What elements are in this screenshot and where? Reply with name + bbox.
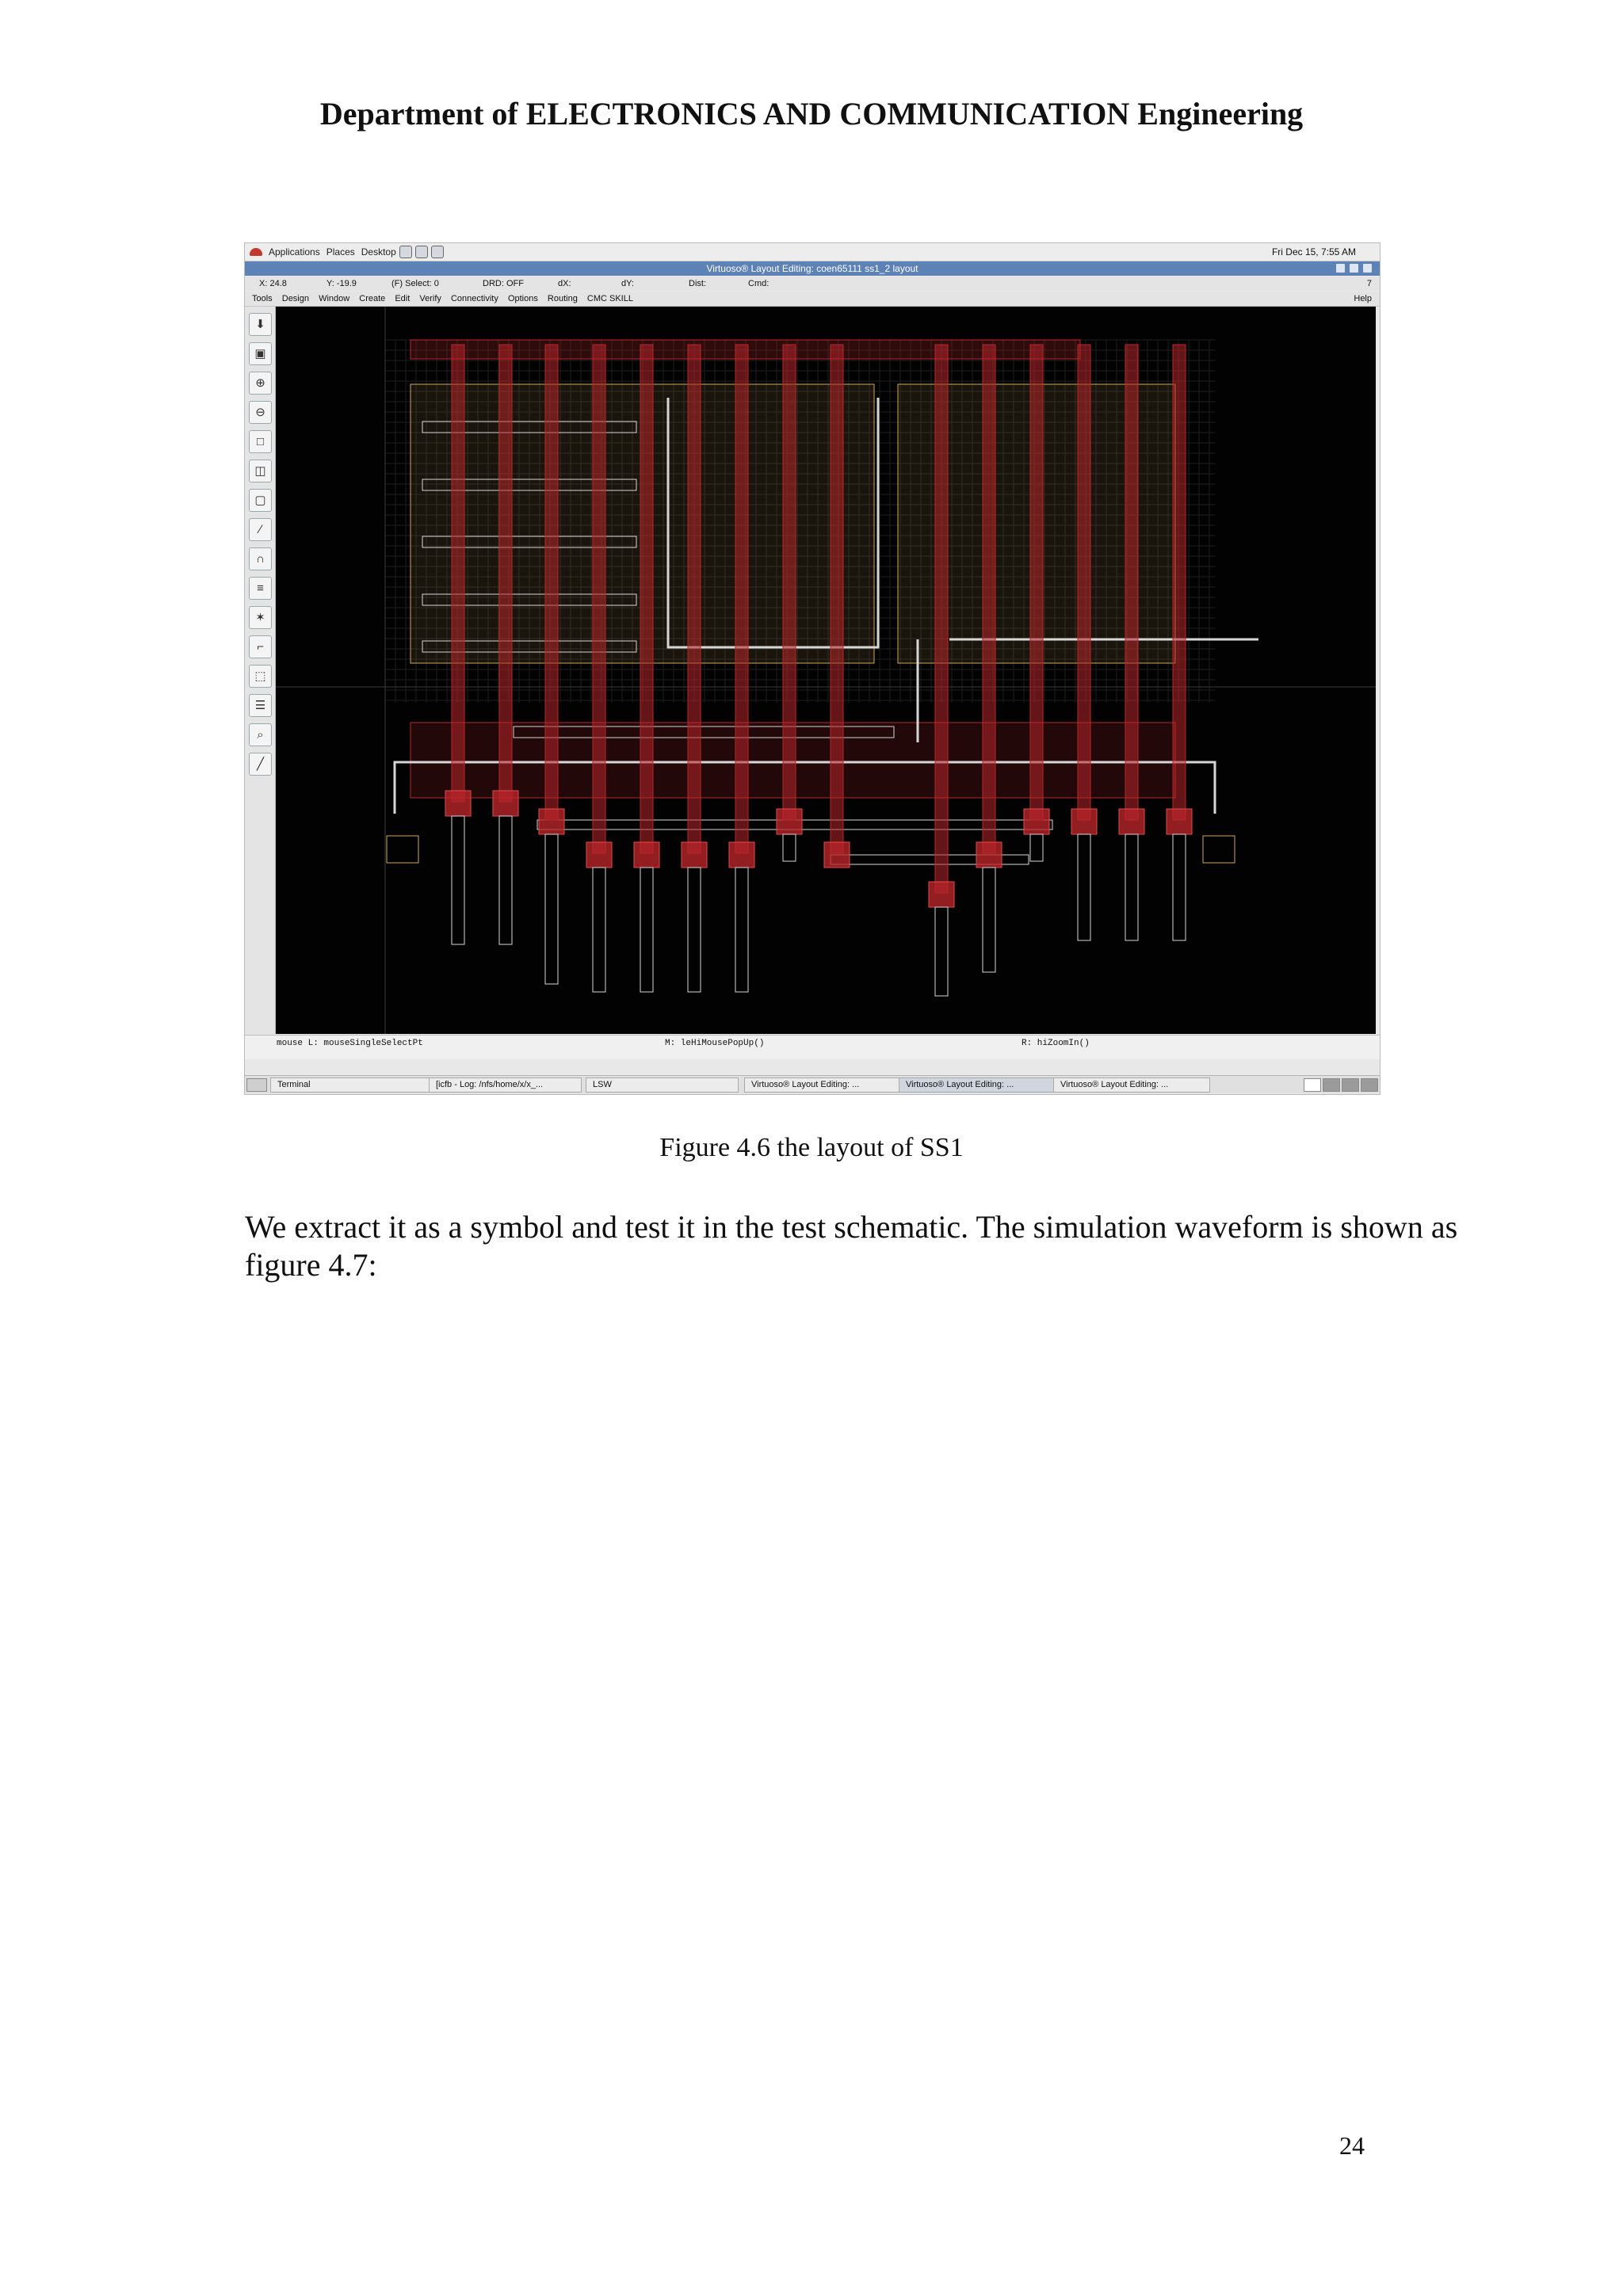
layout-drawing[interactable]: [276, 307, 1376, 1034]
menu-cmc-skill[interactable]: CMC SKILL: [586, 294, 633, 303]
zoom-out-icon[interactable]: ⊖: [249, 401, 272, 424]
select-icon[interactable]: ⬚: [249, 665, 272, 688]
fit-icon[interactable]: □: [249, 430, 272, 453]
metal-pin: [593, 868, 605, 992]
count-readout: 7: [1366, 279, 1372, 288]
zoom-box-icon[interactable]: ▢: [249, 489, 272, 512]
ruler-icon[interactable]: ∕: [249, 518, 272, 541]
workspace-switcher[interactable]: [1361, 1078, 1378, 1092]
desktop-menu[interactable]: Desktop: [361, 246, 396, 257]
metal-pin: [935, 907, 948, 996]
clock: Fri Dec 15, 7:55 AM: [1271, 246, 1356, 257]
taskbar: [245, 1075, 1380, 1093]
poly-contact: [539, 809, 564, 834]
metal-pin: [452, 816, 464, 944]
window-title: Virtuoso® Layout Editing: coen65111 ss1_2 layout: [706, 263, 918, 274]
minimize-icon[interactable]: [1336, 264, 1345, 273]
metal-pin: [640, 868, 653, 992]
poly-contact: [1119, 809, 1144, 834]
poly-contact: [682, 842, 707, 868]
poly-gate: [593, 345, 605, 853]
layout-screenshot: [244, 242, 1381, 1095]
task-terminal[interactable]: Terminal: [270, 1077, 447, 1093]
figure-caption: Figure 4.6 the layout of SS1: [659, 1133, 964, 1162]
redhat-icon[interactable]: [250, 248, 262, 256]
menu-help[interactable]: Help: [1354, 294, 1372, 303]
metal-pin: [1078, 834, 1090, 940]
menu-options[interactable]: Options: [507, 294, 538, 303]
cellview-icon[interactable]: ▣: [249, 342, 272, 365]
close-icon[interactable]: [1363, 264, 1372, 273]
metal-pin: [1125, 834, 1138, 940]
body-paragraph: We extract it as a symbol and test it in the test schematic. The simulation waveform is shown as figure 4.7:: [245, 1209, 1458, 1283]
poly-gate: [1125, 345, 1138, 820]
menu-window[interactable]: Window: [319, 294, 350, 303]
side-toolbar: [245, 307, 276, 1034]
poly-gate: [688, 345, 701, 853]
poly-contact: [634, 842, 659, 868]
y-coordinate: Y: -19.9: [327, 279, 357, 288]
metal-pin: [499, 816, 512, 944]
workspace-switcher[interactable]: [1304, 1078, 1321, 1092]
poly-contact: [1167, 809, 1192, 834]
stretch-icon[interactable]: ╱: [249, 753, 272, 776]
poly-gate: [452, 345, 464, 802]
select-count: (F) Select: 0: [391, 279, 439, 288]
poly-contact: [729, 842, 754, 868]
menu-tools[interactable]: Tools: [252, 294, 273, 303]
task-layout-editing-2[interactable]: Virtuoso® Layout Editing: ...: [899, 1077, 1056, 1093]
mouse-right-binding: R: hiZoomIn(): [1022, 1039, 1090, 1048]
poly-contact: [1071, 809, 1097, 834]
task-icfb-log[interactable]: [icfb - Log: /nfs/home/x/x_...: [429, 1077, 582, 1093]
drd-status: DRD: OFF: [483, 279, 524, 288]
metal-pin: [1030, 834, 1043, 861]
page-header: Department of ELECTRONICS AND COMMUNICATION Engineering: [319, 96, 1304, 132]
poly-gate: [831, 345, 843, 853]
cmd-readout: Cmd:: [748, 279, 769, 288]
desktop-panel: [245, 243, 1380, 261]
wire-icon[interactable]: ≡: [249, 577, 272, 600]
poly-contact: [777, 809, 802, 834]
dist-readout: Dist:: [689, 279, 706, 288]
poly-contact: [445, 791, 471, 816]
save-icon[interactable]: ⬇: [249, 313, 272, 336]
path-icon[interactable]: ∩: [249, 547, 272, 570]
status-row: [245, 277, 1380, 291]
poly-gate: [935, 345, 948, 893]
poly-gate: [499, 345, 512, 802]
metal-pin: [688, 868, 701, 992]
poly-gate: [1078, 345, 1090, 820]
menu-design[interactable]: Design: [281, 294, 309, 303]
workspace-switcher[interactable]: [1323, 1078, 1340, 1092]
poly-gate: [983, 345, 995, 853]
applications-menu[interactable]: Applications: [269, 246, 320, 257]
menu-create[interactable]: Create: [359, 294, 386, 303]
window-title-bar[interactable]: [245, 261, 1380, 276]
via-icon[interactable]: ✶: [249, 606, 272, 629]
menu-edit[interactable]: Edit: [395, 294, 411, 303]
menu-verify[interactable]: Verify: [419, 294, 441, 303]
poly-contact: [493, 791, 518, 816]
poly-contact: [824, 842, 850, 868]
task-lsw[interactable]: LSW: [586, 1077, 739, 1093]
menu-bar: [245, 292, 1380, 307]
task-layout-editing-3[interactable]: Virtuoso® Layout Editing: ...: [1053, 1077, 1210, 1093]
mouse-middle-binding: M: leHiMousePopUp(): [665, 1039, 765, 1048]
mouse-left-binding: mouse L: mouseSingleSelectPt: [277, 1039, 423, 1048]
task-layout-editing-1[interactable]: Virtuoso® Layout Editing: ...: [744, 1077, 901, 1093]
launcher-icon[interactable]: [431, 246, 444, 258]
pan-icon[interactable]: ◫: [249, 460, 272, 482]
poly-gate: [1030, 345, 1043, 820]
magnify-icon[interactable]: ⌕: [249, 723, 272, 746]
poly-gate: [545, 345, 558, 820]
menu-connectivity[interactable]: Connectivity: [450, 294, 498, 303]
show-desktop-icon[interactable]: [246, 1078, 267, 1092]
step-icon[interactable]: ⌐: [249, 635, 272, 658]
x-coordinate: X: 24.8: [259, 279, 287, 288]
metal-pin: [545, 834, 558, 984]
poly-contact: [929, 882, 954, 907]
workspace-switcher[interactable]: [1342, 1078, 1359, 1092]
contact-pad: [1203, 836, 1235, 863]
contact-pad: [387, 836, 418, 863]
layout-canvas[interactable]: [276, 307, 1376, 1034]
metal-pin: [1173, 834, 1186, 940]
poly-contact: [586, 842, 612, 868]
label-icon[interactable]: ☰: [249, 694, 272, 717]
places-menu[interactable]: Places: [326, 246, 355, 257]
poly-contact: [976, 842, 1002, 868]
zoom-in-icon[interactable]: ⊕: [249, 372, 272, 395]
dx-readout: dX:: [558, 279, 571, 288]
launcher-icon[interactable]: [399, 246, 412, 258]
metal-pin: [983, 868, 995, 972]
mouse-bindings-bar: [245, 1035, 1380, 1059]
poly-gate: [640, 345, 653, 853]
dy-readout: dY:: [621, 279, 634, 288]
poly-gate: [1173, 345, 1186, 820]
menu-routing[interactable]: Routing: [547, 294, 578, 303]
launcher-icon[interactable]: [415, 246, 428, 258]
poly-gate: [735, 345, 748, 853]
maximize-icon[interactable]: [1350, 264, 1358, 273]
page-number: 24: [1339, 2131, 1365, 2160]
poly-contact: [1024, 809, 1049, 834]
poly-gate: [783, 345, 796, 820]
metal-pin: [735, 868, 748, 992]
metal-pin: [783, 834, 796, 861]
